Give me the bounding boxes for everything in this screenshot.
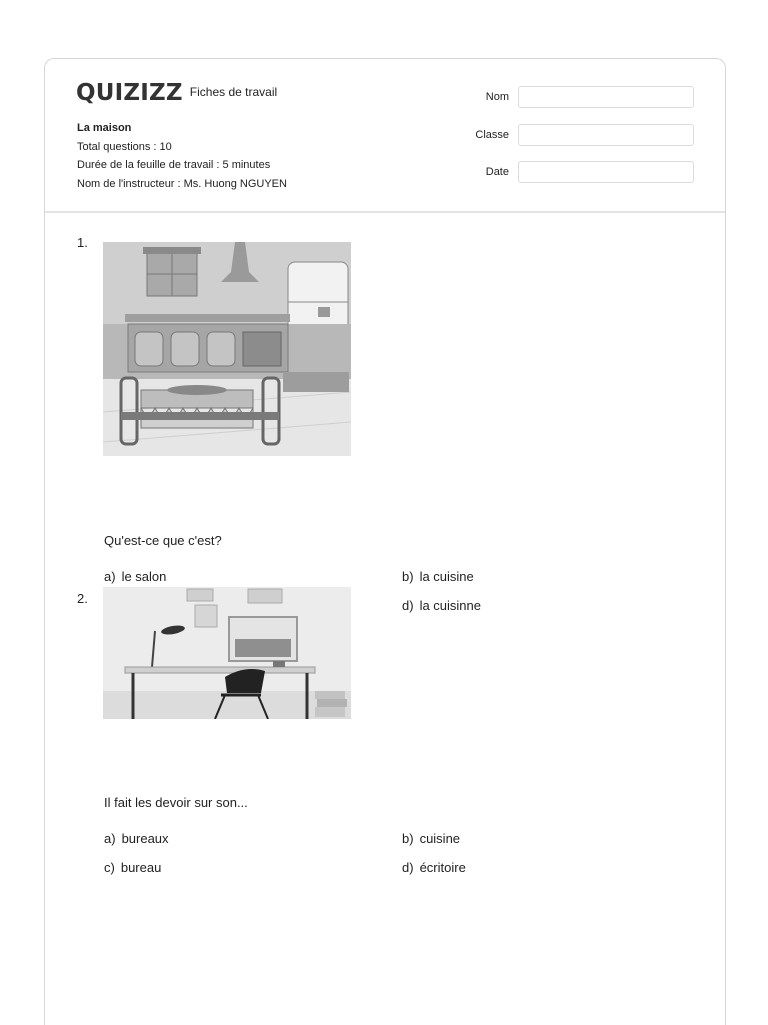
option-text: écritoire xyxy=(419,860,466,875)
instructor: Nom de l'instructeur : Ms. Huong NGUYEN xyxy=(77,177,287,190)
kitchen-image xyxy=(103,242,351,456)
option-text: cuisine xyxy=(419,831,461,846)
option-letter: a) xyxy=(104,569,116,584)
option-text: bureaux xyxy=(121,831,169,846)
option-d[interactable] xyxy=(402,860,466,875)
option-letter: b) xyxy=(402,569,414,584)
worksheet-info xyxy=(77,119,287,193)
option-a[interactable] xyxy=(104,569,166,584)
question-number: 2. xyxy=(77,591,88,606)
option-c[interactable] xyxy=(104,860,161,875)
option-text: le salon xyxy=(121,569,167,584)
worksheet xyxy=(44,58,726,1025)
option-letter: b) xyxy=(402,831,414,846)
desk-image xyxy=(103,587,351,719)
date-field[interactable] xyxy=(518,161,694,183)
option-a[interactable] xyxy=(104,831,169,846)
option-b[interactable] xyxy=(402,569,474,584)
name-label: Nom xyxy=(485,91,509,103)
question-text: Il fait les devoir sur son... xyxy=(104,795,248,810)
brand xyxy=(76,79,277,107)
option-text: la cuisinne xyxy=(419,598,481,613)
class-label: Classe xyxy=(475,129,509,141)
question-number: 1. xyxy=(77,235,88,250)
duration: Durée de la feuille de travail : 5 minutes xyxy=(77,159,271,171)
total-questions: Total questions : 10 xyxy=(77,140,172,153)
option-text: bureau xyxy=(120,860,162,875)
option-text: la cuisine xyxy=(419,569,474,584)
option-letter: a) xyxy=(104,831,116,846)
worksheet-type: Fiches de travail xyxy=(189,85,278,99)
date-label: Date xyxy=(485,166,509,178)
class-field[interactable] xyxy=(518,124,694,146)
question-text: Qu'est-ce que c'est? xyxy=(104,533,222,548)
option-letter: c) xyxy=(104,860,115,875)
worksheet-header xyxy=(45,59,725,213)
name-field[interactable] xyxy=(518,86,694,108)
quizizz-logo: QUIZIZZ xyxy=(76,80,183,106)
option-letter: d) xyxy=(402,860,414,875)
option-d[interactable] xyxy=(402,598,481,613)
option-b[interactable] xyxy=(402,831,460,846)
worksheet-title: La maison xyxy=(77,122,132,134)
option-letter: d) xyxy=(402,598,414,613)
